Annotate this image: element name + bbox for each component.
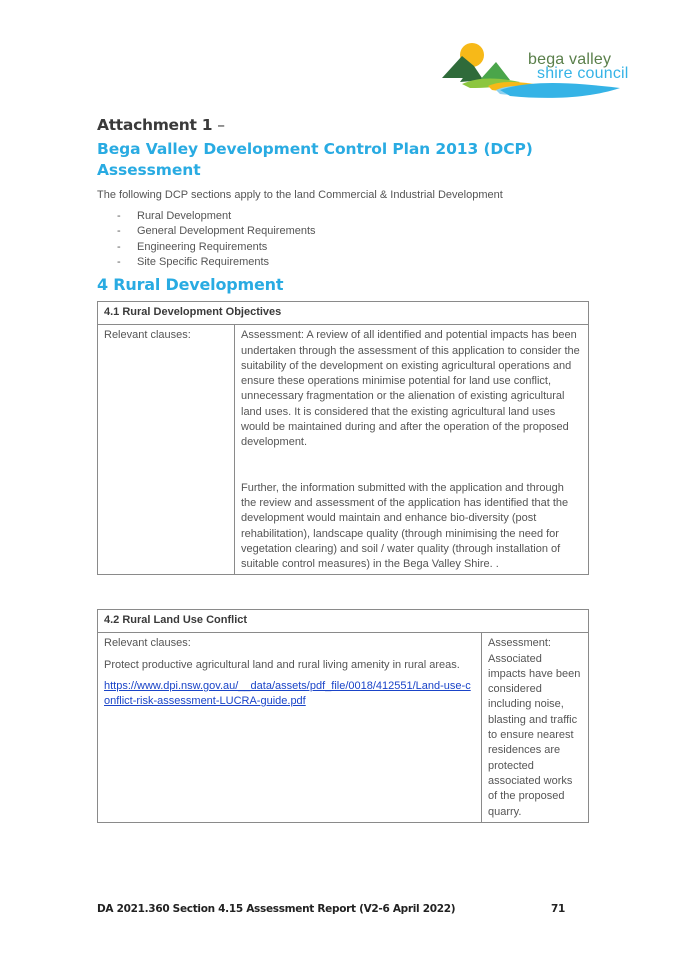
clause-text: Protect productive agricultural land and rural living amenity in rural areas. <box>104 658 460 671</box>
rural-development-objectives-table <box>97 301 589 575</box>
intro-text: The following DCP sections apply to the land Commercial & Industrial Development <box>97 189 503 201</box>
relevant-clauses-label: Relevant clauses: <box>104 637 191 650</box>
attachment-dash: – <box>217 116 225 134</box>
list-item-label: Engineering Requirements <box>137 240 268 253</box>
relevant-clauses-label: Relevant clauses: <box>98 325 235 575</box>
section-heading: 4 Rural Development <box>97 275 284 294</box>
list-item <box>117 224 316 239</box>
page-footer <box>97 903 577 915</box>
relevant-clauses-cell <box>98 633 482 823</box>
document-title: Bega Valley Development Control Plan 2013 (DCP) Assessment <box>97 140 533 179</box>
table-title: 4.1 Rural Development Objectives <box>98 302 589 325</box>
logo-text-shire-council: shire council <box>537 65 629 82</box>
logo-wave-icon <box>500 80 620 100</box>
assessment-cell <box>235 325 589 575</box>
table-row <box>98 633 589 823</box>
table-header-row <box>98 302 589 325</box>
assessment-cell: Assessment: Associated impacts have been considered including noise, blasting and traffic to ensure nearest residences are protected associated works of the proposed quarry. <box>482 633 589 823</box>
list-item-label: General Development Requirements <box>137 225 316 238</box>
bullet: - <box>117 240 121 253</box>
assessment-paragraph-1: Assessment: A review of all identified and potential impacts has been undertaken through the assessment of this application to consider the suitability of the development on existing agricultural operations and ensure these operations minimise potential for land use conflict, unnecessary fragmentation or the alienation of existing agricultural land uses. It is considered that the existing agricultural land uses would be maintained during and after the operation of the proposed development. <box>241 329 580 449</box>
bullet: - <box>117 225 121 238</box>
list-item <box>117 255 316 270</box>
bullet: - <box>117 255 121 268</box>
bullet: - <box>117 210 121 222</box>
attachment-label: Attachment 1 <box>97 116 213 134</box>
council-logo <box>440 38 650 98</box>
list-item-label: Rural Development <box>137 210 232 222</box>
table-row <box>98 325 589 575</box>
applicable-sections-list <box>117 209 316 270</box>
logo-text-bega-valley: bega valley <box>528 51 612 68</box>
lucra-guide-link[interactable]: https://www.dpi.nsw.gov.au/__data/assets/pdf_file/0018/412551/Land-use-conflict-risk-assessment-LUCRA-guide.pdf <box>104 679 471 708</box>
list-item <box>117 240 316 255</box>
table-header-row <box>98 610 589 633</box>
list-item-label: Site Specific Requirements <box>137 255 270 268</box>
page-number: 71 <box>550 903 565 915</box>
rural-land-use-conflict-table <box>97 609 589 823</box>
list-item <box>117 209 316 224</box>
attachment-title <box>97 116 225 134</box>
table-title: 4.2 Rural Land Use Conflict <box>98 610 589 633</box>
assessment-paragraph-2: Further, the information submitted with the application and through the review and assessment of the application has identified that the development would maintain and enhance bio-diversity (post rehabilitation), landscape quality (through minimising the need for vegetation clearing) and soil / water quality (through installation of suitable control measures) in the Bega Valley Shire. . <box>241 481 569 571</box>
footer-report-title: DA 2021.360 Section 4.15 Assessment Report (V2-6 April 2022) <box>97 903 456 915</box>
